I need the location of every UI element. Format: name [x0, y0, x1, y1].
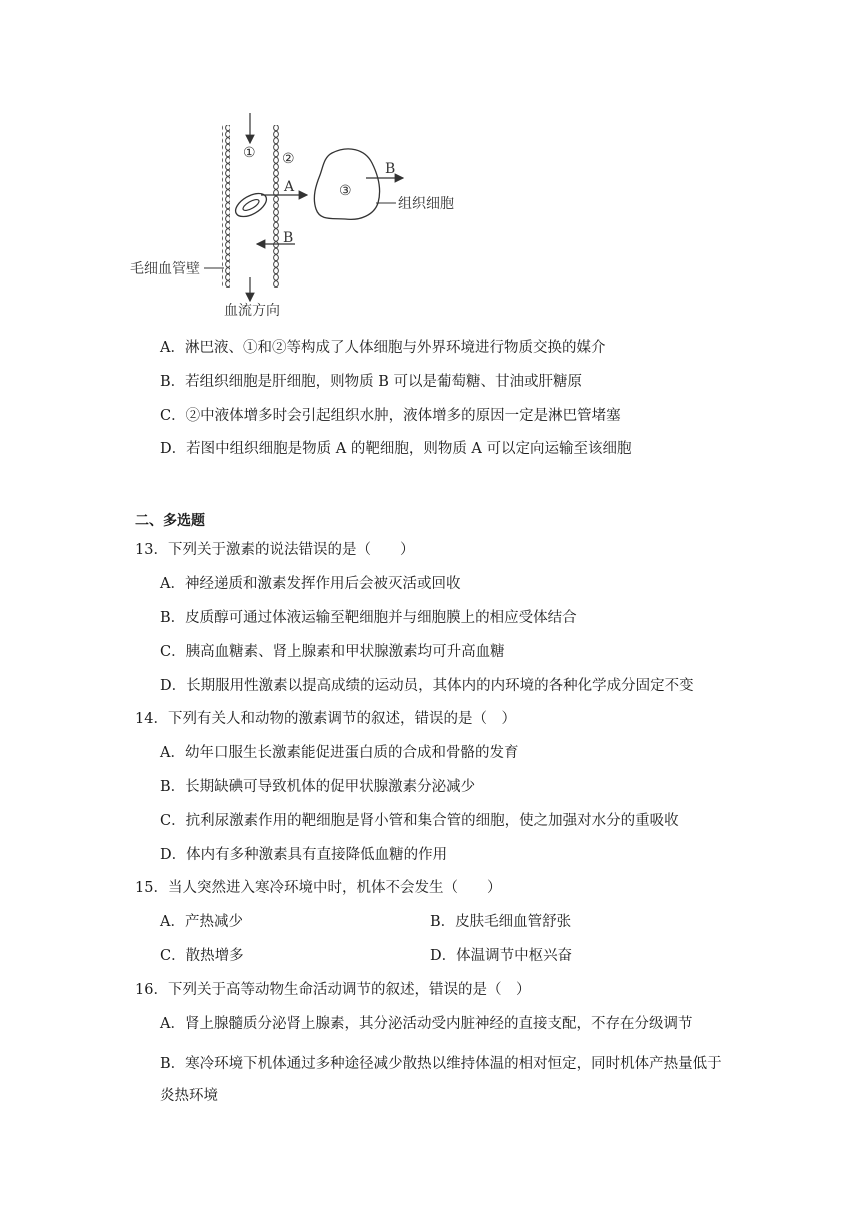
q12-option-d: D．若图中组织细胞是物质 A 的靶细胞，则物质 A 可以定向运输至该细胞: [160, 441, 632, 457]
q15-stem: 15．当人突然进入寒冷环境中时，机体不会发生（ ）: [135, 880, 502, 896]
q14-stem: 14．下列有关人和动物的激素调节的叙述，错误的是（ ）: [135, 711, 516, 727]
q15-option-b: B．皮肤毛细血管舒张: [430, 914, 572, 930]
q13-option-a: A．神经递质和激素发挥作用后会被灭活或回收: [160, 576, 461, 592]
red-blood-cell: [232, 189, 270, 222]
label-circle-3: ③: [339, 183, 352, 199]
q14-option-a: A．幼年口服生长激素能促进蛋白质的合成和骨骼的发育: [160, 745, 519, 761]
label-blood-flow: 血流方向: [224, 303, 280, 319]
q16-stem: 16．下列关于高等动物生命活动调节的叙述，错误的是（ ）: [135, 982, 531, 998]
label-arrow-a: A: [284, 179, 295, 195]
q15-option-a: A．产热减少: [160, 914, 243, 930]
q15-option-d: D．体温调节中枢兴奋: [430, 948, 573, 964]
capillary-wall-right: [271, 125, 279, 288]
q16-option-a: A．肾上腺髓质分泌肾上腺素，其分泌活动受内脏神经的直接支配，不存在分级调节: [160, 1016, 693, 1032]
q14-option-d: D．体内有多种激素具有直接降低血糖的作用: [160, 847, 448, 863]
q12-option-b: B．若组织细胞是肝细胞，则物质 B 可以是葡萄糖、甘油或肝糖原: [160, 374, 583, 390]
q12-option-c: C．②中液体增多时会引起组织水肿，液体增多的原因一定是淋巴管堵塞: [160, 408, 621, 424]
q15-option-c: C．散热增多: [160, 948, 244, 964]
q13-option-b: B．皮质醇可通过体液运输至靶细胞并与细胞膜上的相应受体结合: [160, 610, 577, 626]
capillary-wall-left: [222, 125, 230, 288]
label-capillary-wall: 毛细血管壁: [130, 261, 200, 277]
label-arrow-b-bottom: B: [283, 230, 294, 246]
q13-option-d: D．长期服用性激素以提高成绩的运动员，其体内的内环境的各种化学成分固定不变: [160, 678, 694, 694]
q16-option-b: B．寒冷环境下机体通过多种途径减少散热以维持体温的相对恒定，同时机体产热量低于炎热环境: [160, 1056, 722, 1104]
label-arrow-b-top: B: [385, 161, 396, 177]
section-title: 二、多选题: [135, 513, 205, 529]
q12-option-a: A．淋巴液、①和②等构成了人体细胞与外界环境进行物质交换的媒介: [160, 340, 606, 356]
q14-option-c: C．抗利尿激素作用的靶细胞是肾小管和集合管的细胞，使之加强对水分的重吸收: [160, 813, 679, 829]
capillary-exchange-diagram: [120, 105, 480, 330]
label-tissue-cell: 组织细胞: [398, 196, 454, 212]
diagram-drawing: [120, 105, 480, 330]
label-circle-2: ②: [282, 151, 295, 167]
q13-option-c: C．胰高血糖素、肾上腺素和甲状腺激素均可升高血糖: [160, 644, 505, 660]
q13-stem: 13．下列关于激素的说法错误的是（ ）: [135, 542, 415, 558]
q14-option-b: B．长期缺碘可导致机体的促甲状腺激素分泌减少: [160, 779, 476, 795]
label-circle-1: ①: [243, 145, 256, 161]
